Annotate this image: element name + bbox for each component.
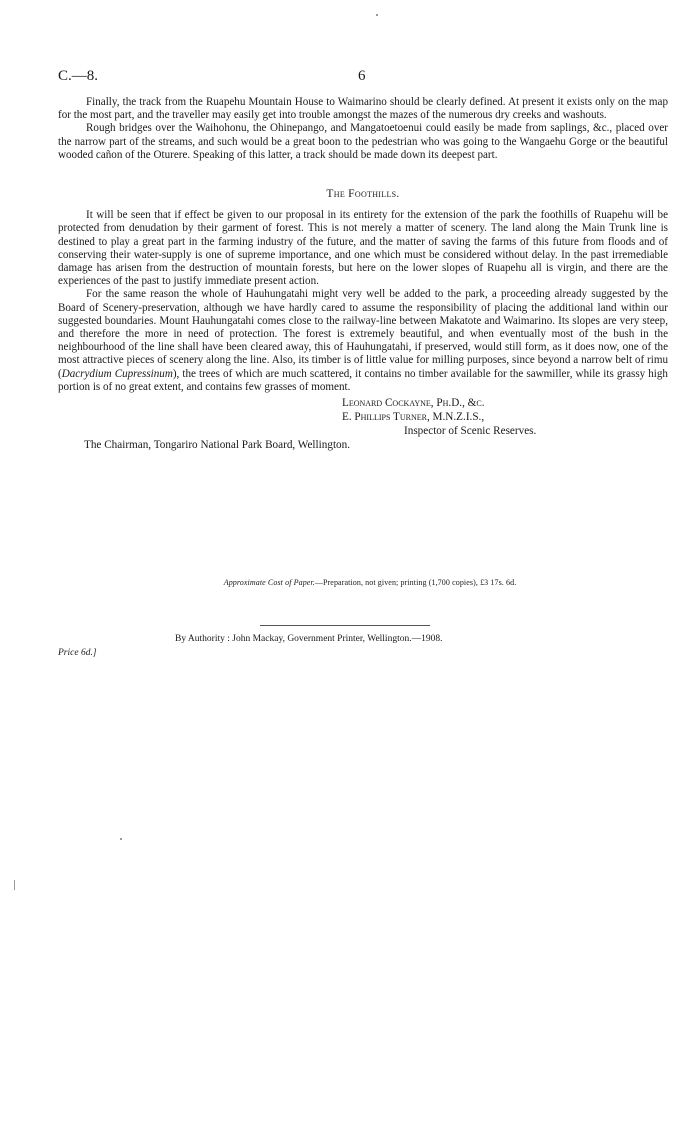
species-name: Dacrydium Cupressinum: [61, 367, 173, 380]
page-number: 6: [358, 68, 366, 84]
body-text: [58, 96, 668, 452]
signatory-turner: E. Phillips Turner, M.N.Z.I.S.,: [342, 411, 485, 424]
cost-note: [0, 578, 700, 587]
printer-authority: By Authority : John Mackay, Government Printer, Wellington.—1908.: [175, 634, 443, 644]
paragraph-hauhungatahi: [58, 288, 668, 394]
scan-speck: [120, 838, 122, 840]
signatory-turner-title: Inspector of Scenic Reserves.: [404, 425, 537, 438]
paragraph-hauhungatahi-part1: For the same reason the whole of Hauhungatahi might very well be added to the park, a proceeding already suggested by the Board of Scenery-preservation, although we have hardly cared to assume the responsibility of placing the additional land within our suggested boundaries. Mount Hauhungatahi comes close to the railway-line between Makatote and Waimarino. Its slopes are very steep, and therefore the more in need of protection. The forest is extremely beautiful, and when eventually most of the bush in the neighbourhood of the line shall have been cleared away, this of Hauhungatahi, if preserved, would still form, as it does now, one of the most attractive pieces of scenery along the line. Also, its timber is of little value for milling purposes, since beyond a narrow belt of rimu (: [58, 288, 668, 380]
paragraph-bridges: Rough bridges over the Waihohonu, the Ohinepango, and Mangatoetoenui could easily be made from saplings, &c., placed over the narrow part of the streams, and such would be a great boon to the pedestrian who was going to the Wangaehu Gorge or the beautiful wooded cañon of the Oturere. Speaking of this latter, a track should be made down its deepest part.: [58, 122, 668, 161]
divider-rule: [260, 625, 430, 626]
paragraph-track: Finally, the track from the Ruapehu Mountain House to Waimarino should be clearly defined. At present it exists only on the map for the most part, and the traveller may easily get into trouble amongst the mazes of the numerous dry creeks and washouts.: [58, 96, 668, 122]
paragraph-foothills: It will be seen that if effect be given to our proposal in its entirety for the extension of the park the foothills of Ruapehu will be protected from denudation by their garment of forest. This is not merely a matter of scenery. The land along the Main Trunk line is destined to play a great part in the farming industry of the future, and the matter of saving the farms of this future from floods and of conserving their water-supply is one of supreme importance, and one which must be considered without delay. In the past irremediable damage has arisen from the destruction of mountain forests, but here on the lower slopes of Ruapehu all is virgin, and there are the experiences of the past to justify immediate present action.: [58, 209, 668, 288]
section-title: The Foothills.: [326, 188, 400, 201]
cost-text: —Preparation, not given; printing (1,700 copies), £3 17s. 6d.: [314, 578, 517, 587]
paragraph-hauhungatahi-part2: ), the trees of which are much scattered, it contains no timber available for the sawmiller, while its grassy high portion is of no great extent, and contains few grasses of moment.: [58, 367, 668, 393]
signatory-cockayne: Leonard Cockayne, Ph.D., &c.: [342, 397, 485, 410]
scan-edge-mark: [14, 880, 15, 890]
cost-label: Approximate Cost of Paper.: [223, 578, 315, 587]
signature-block: [342, 396, 668, 438]
scan-speck: [376, 14, 378, 16]
addressee: The Chairman, Tongariro National Park Board, Wellington.: [84, 439, 351, 452]
price-note: Price 6d.]: [58, 648, 97, 658]
document-reference: C.—8.: [58, 68, 99, 84]
